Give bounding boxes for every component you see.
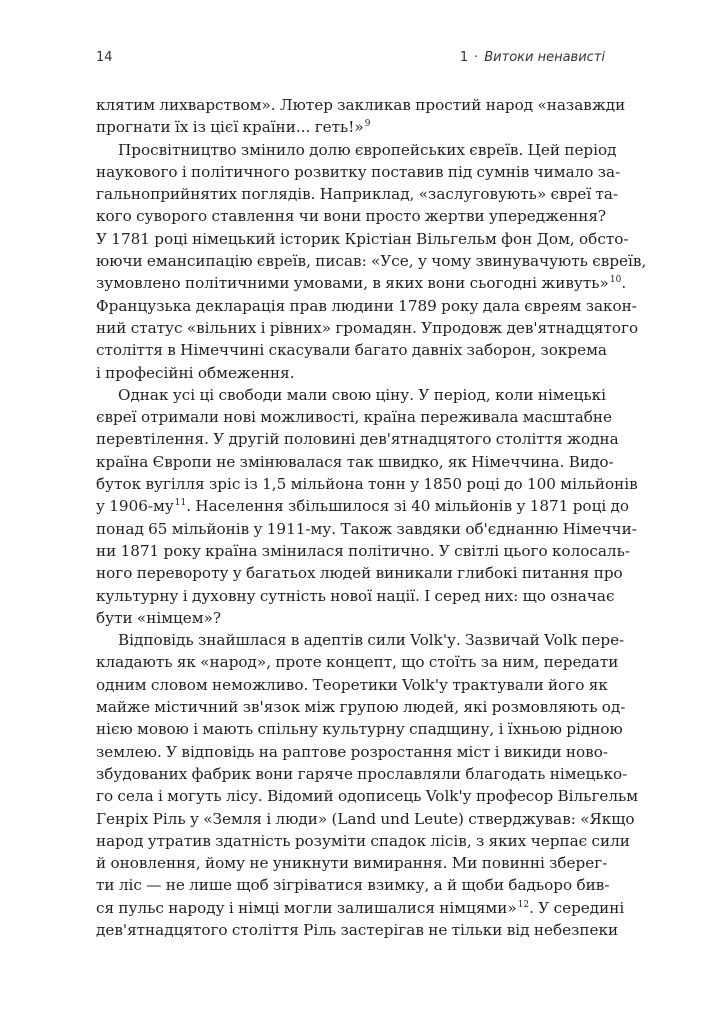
paragraph xyxy=(96,139,647,384)
line-text: нією мовою і мають спільну культурну спадщину, і їхньою рідною xyxy=(96,720,623,739)
line-text: Французька декларація прав людини 1789 року дала євреям закон- xyxy=(96,296,637,315)
footnote-ref: 11 xyxy=(174,498,187,509)
text-line xyxy=(96,585,615,607)
line-text-tail: . У середині xyxy=(529,898,625,917)
text-line xyxy=(96,473,638,495)
line-text: ний статус «вільних і рівних» громадян. Упродовж дев'ятнадцятого xyxy=(96,318,639,337)
text-line xyxy=(96,250,647,272)
text-line xyxy=(96,406,613,428)
line-text: ного перевороту у багатьох людей виникали глибокі питання про xyxy=(96,564,623,583)
text-line xyxy=(96,897,625,919)
text-line xyxy=(96,763,628,785)
text-line xyxy=(96,785,639,807)
line-text: буток вугілля зріс із 1,5 мільйона тонн у 1850 році до 100 мільйонів xyxy=(96,475,638,494)
header-separator: · xyxy=(474,50,479,65)
line-text: дев'ятнадцятого століття Ріль застерігав не тільки від небезпеки xyxy=(96,920,619,939)
text-line xyxy=(96,94,626,116)
line-text: ти ліс — не лише щоб зігріватися взимку, а й щоби бадьоро бив- xyxy=(96,876,610,895)
line-text: одним словом неможливо. Теоретики Volk'у трактували його як xyxy=(96,675,608,694)
line-text: кого суворого ставлення чи вони просто жертви упередження? xyxy=(96,207,607,226)
chapter-title: Витоки ненависті xyxy=(484,50,605,65)
chapter-number: 1 xyxy=(459,50,469,65)
text-line xyxy=(96,495,630,517)
body-text xyxy=(96,94,647,941)
text-line xyxy=(96,362,606,384)
line-text: ни 1871 року країна змінилася політично. У світлі цього колосаль- xyxy=(96,541,630,560)
text-line xyxy=(96,317,639,339)
line-text: прогнати їх із цієї країни... геть!» xyxy=(96,118,364,137)
line-text: Генріх Ріль у «Земля і люди» (Land und Leute) стверджував: «Якщо xyxy=(96,809,635,828)
running-header xyxy=(96,50,605,70)
line-text-tail: . xyxy=(621,274,627,293)
line-text: гальноприйнятих поглядів. Наприклад, «заслуговують» євреї та- xyxy=(96,185,619,204)
line-text: євреї отримали нові можливості, країна переживала масштабне xyxy=(96,408,613,427)
text-line xyxy=(96,139,617,161)
text-line xyxy=(96,651,619,673)
footnote-ref: 12 xyxy=(517,899,530,910)
text-line xyxy=(96,718,623,740)
text-line xyxy=(96,339,606,361)
page-number: 14 xyxy=(96,50,113,65)
line-text: клятим лихварством». Лютер закликав простий народ «назавжди xyxy=(96,96,626,114)
line-text: го села і могуть лісу. Відомий одописець Volk'у професор Вільгельм xyxy=(96,787,639,806)
line-text: кладають як «народ», проте концепт, що стоїть за ним, передати xyxy=(96,653,619,672)
paragraph xyxy=(96,629,639,941)
line-text: і професійні обмеження. xyxy=(96,363,295,382)
line-text: зумовлено політичними умовами, в яких вони сьогодні живуть» xyxy=(96,274,609,293)
line-text: у 1906-му xyxy=(96,497,174,516)
text-line xyxy=(96,830,630,852)
text-line xyxy=(96,919,619,941)
footnote-ref: 9 xyxy=(364,119,371,130)
line-text: Просвітництво змінило долю європейських євреїв. Цей період xyxy=(118,140,617,159)
text-line xyxy=(96,741,609,763)
line-text-tail: . Населення збільшилося зі 40 мільйонів у 1871 році до xyxy=(186,497,630,516)
paragraph xyxy=(96,384,638,629)
line-text: бути «німцем»? xyxy=(96,608,222,627)
text-line xyxy=(96,272,627,294)
text-line xyxy=(96,183,619,205)
text-line xyxy=(96,428,619,450)
text-line xyxy=(96,808,635,830)
line-text: наукового і політичного розвитку поставив під сумнів чимало за- xyxy=(96,162,621,181)
text-line xyxy=(96,228,629,250)
line-text: перевтілення. У другій половині дев'ятнадцятого століття жодна xyxy=(96,430,619,449)
text-line xyxy=(96,116,606,138)
text-line xyxy=(96,696,626,718)
text-line xyxy=(96,562,623,584)
text-line xyxy=(96,607,606,629)
paragraph xyxy=(96,94,626,139)
line-text: збудованих фабрик вони гаряче прославляли благодать німецько- xyxy=(96,764,628,783)
text-line xyxy=(96,161,621,183)
text-line xyxy=(96,205,606,227)
line-text: У 1781 році німецький історик Крістіан Вільгельм фон Дом, обсто- xyxy=(96,229,629,248)
line-text: культурну і духовну сутність нової нації. І серед них: що означає xyxy=(96,586,615,605)
line-text: юючи емансипацію євреїв, писав: «Усе, у чому звинувачують євреїв, xyxy=(96,252,647,271)
line-text: народ утратив здатність розуміти спадок лісів, з яких черпає сили xyxy=(96,831,630,850)
line-text: ся пульс народу і німці могли залишалися німцями» xyxy=(96,898,517,917)
line-text: землею. У відповідь на раптове розростання міст і викиди ново- xyxy=(96,742,609,761)
line-text: понад 65 мільйонів у 1911-му. Також завдяки об'єднанню Німеччи- xyxy=(96,519,637,538)
text-line xyxy=(96,384,606,406)
line-text: Однак усі ці свободи мали свою ціну. У період, коли німецькі xyxy=(118,385,606,404)
line-text: й оновлення, йому не уникнути вимирання. Ми повинні зберег- xyxy=(96,854,608,873)
running-head xyxy=(460,50,605,65)
text-line xyxy=(96,874,610,896)
line-text: Відповідь знайшлася в адептів сили Volk'у. Зазвичай Volk пере- xyxy=(118,631,625,650)
text-line xyxy=(96,518,637,540)
line-text: століття в Німеччині скасували багато давніх заборон, зокрема xyxy=(96,341,607,360)
footnote-ref: 10 xyxy=(609,275,622,286)
text-line xyxy=(96,674,606,696)
line-text: майже містичний зв'язок між групою людей, які розмовляють од- xyxy=(96,698,626,717)
text-line xyxy=(96,451,614,473)
text-line xyxy=(96,540,630,562)
text-line xyxy=(96,852,606,874)
line-text: країна Європи не змінювалася так швидко, як Німеччина. Видо- xyxy=(96,452,614,471)
text-line xyxy=(96,295,637,317)
text-line xyxy=(96,629,625,651)
